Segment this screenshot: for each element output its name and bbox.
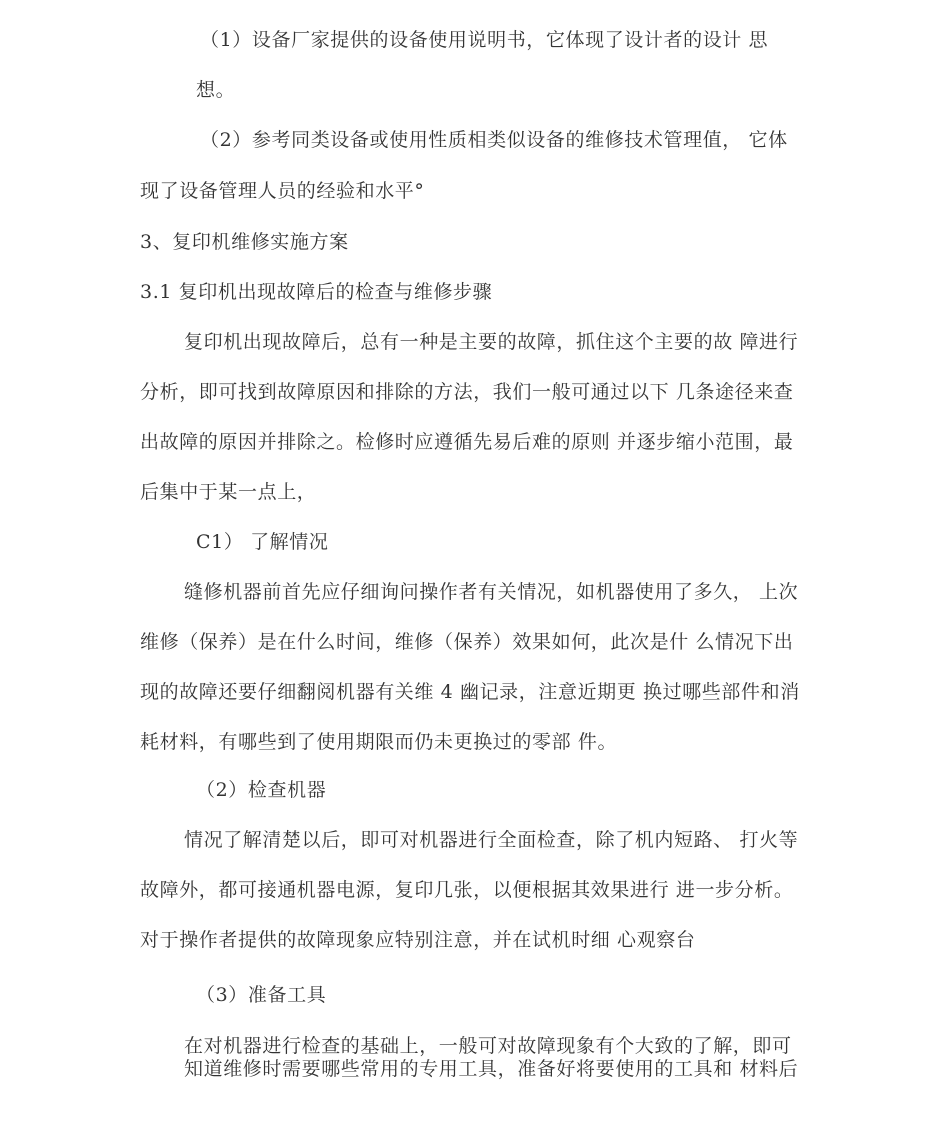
text-line: （1）设备厂家提供的设备使用说明书，它体现了设计者的设计 思 bbox=[200, 29, 769, 51]
section-heading: 3、复印机维修实施方案 bbox=[140, 231, 349, 253]
text-line: （2）参考同类设备或使用性质相类似设备的维修技术管理值， 它体 bbox=[200, 129, 788, 151]
item-heading: （2）检查机器 bbox=[196, 779, 327, 801]
text-line: 缝修机器前首先应仔细询问操作者有关情况，如机器使用了多久， 上次 bbox=[184, 581, 799, 603]
text-line: 故障外，都可接通机器电源，复印几张，以便根据其效果进行 进一步分析。 bbox=[140, 879, 794, 901]
item-heading: C1） 了解情况 bbox=[196, 531, 329, 553]
text-line: 耗材料，有哪些到了使用期限而仍未更换过的零部 件。 bbox=[140, 731, 618, 753]
text-line: 对于操作者提供的故障现象应特别注意，并在试机时细 心观察台 bbox=[140, 929, 696, 951]
text-line: 维修（保养）是在什么时间，维修（保养）效果如何，此次是什 么情况下出 bbox=[140, 631, 794, 653]
text-line: 复印机出现故障后，总有一种是主要的故障，抓住这个主要的故 障进行 bbox=[184, 331, 799, 353]
text-line: 现的故障还要仔细翻阅机器有关维 4 幽记录，注意近期更 换过哪些部件和消 bbox=[140, 681, 800, 703]
text-line: 情况了解清楚以后，即可对机器进行全面检查，除了机内短路、 打火等 bbox=[184, 829, 799, 851]
text-line: 出故障的原因并排除之。检修时应遵循先易后难的原则 并逐步缩小范围，最 bbox=[140, 431, 794, 453]
subsection-heading: 3.1 复印机出现故障后的检查与维修步骤 bbox=[140, 281, 493, 303]
text-line: 想。 bbox=[196, 79, 236, 101]
text-line: 知道维修时需要哪些常用的专用工具，准备好将要使用的工具和 材料后 bbox=[184, 1058, 799, 1080]
text-line: 分析，即可找到故障原因和排除的方法，我们一般可通过以下 几条途径来查 bbox=[140, 381, 794, 403]
item-heading: （3）准备工具 bbox=[196, 984, 327, 1006]
text-line: 在对机器进行检查的基础上，一般可对故障现象有个大致的了解，即可 bbox=[184, 1035, 792, 1057]
text-line: 现了设备管理人员的经验和水平° bbox=[140, 180, 425, 202]
text-line: 后集中于某一点上， bbox=[140, 481, 317, 503]
